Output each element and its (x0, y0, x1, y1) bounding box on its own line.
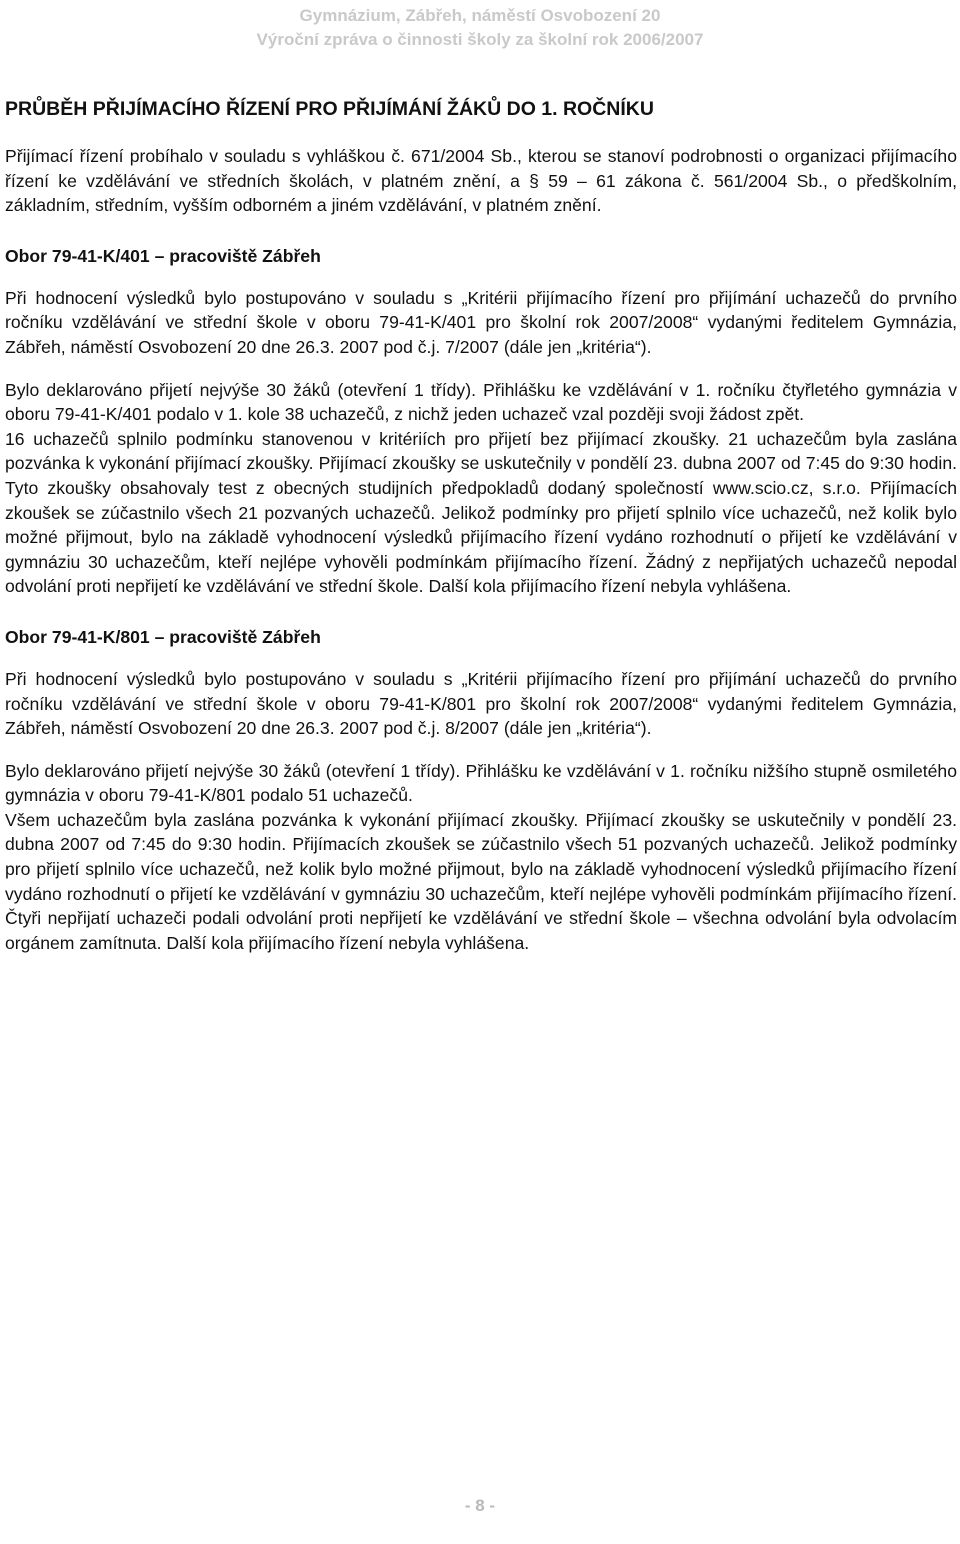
section-paragraph: Při hodnocení výsledků bylo postupováno v souladu s „Kritérii přijímacího řízení pro přijímání uchazečů do prvního ročníku vzdělávání ve střední škole v oboru 79-41-K/401 pro školní rok 2007/2008“ vydanými ředitelem Gymnázia, Zábřeh, náměstí Osvobození 20 dne 26.3. 2007 pod č.j. 7/2007 (dále jen „kritéria“). (5, 287, 957, 357)
section-paragraph: Všem uchazečům byla zaslána pozvánka k vykonání přijímací zkoušky. Přijímací zkoušky se uskutečnily v pondělí 23. dubna 2007 od 7:45 do 9:30 hodin. Přijímacích zkoušek se zúčastnilo všech 51 pozvaných uchazečů. Jelikož podmínky pro přijetí splnilo více uchazečů, než kolik bylo možné přijmout, bylo na základě vyhodnocení výsledků přijímacího řízení vydáno rozhodnutí o přijetí ke vzdělávání v gymnáziu 30 uchazečům, kteří nejlépe vyhověli podmínkám přijímacího řízení. Čtyři nepřijatí uchazeči podali odvolání proti nepřijetí ke vzdělávání ve střední škole – všechna odvolání byla odvolacím orgánem zamítnuta. Další kola přijímacího řízení nebyla vyhlášena. (5, 809, 957, 953)
page-header (0, 4, 960, 52)
section-paragraph: Bylo deklarováno přijetí nejvýše 30 žáků (otevření 1 třídy). Přihlášku ke vzdělávání v 1. ročníku čtyřletého gymnázia v oboru 79-41-K/401 podalo v 1. kole 38 uchazečů, z nichž jeden uchazeč vzal později svoji žádost zpět. (5, 379, 957, 425)
intro-paragraph: Přijímací řízení probíhalo v souladu s vyhláškou č. 671/2004 Sb., kterou se stanoví podrobnosti o organizaci přijímacího řízení ke vzdělávání ve středních školách, v platném znění, a § 59 – 61 zákona č. 561/2004 Sb., o předškolním, základním, středním, vyšším odborném a jiném vzdělávání, v platném znění. (5, 146, 957, 216)
section-paragraph: Bylo deklarováno přijetí nejvýše 30 žáků (otevření 1 třídy). Přihlášku ke vzdělávání v 1. ročníku nižšího stupně osmiletého gymnázia v oboru 79-41-K/801 podalo 51 uchazečů. (5, 760, 957, 806)
document-body (5, 96, 957, 955)
section-heading: Obor 79-41-K/401 – pracoviště Zábřeh (5, 245, 321, 266)
header-school-name: Gymnázium, Zábřeh, náměstí Osvobození 20 (299, 6, 661, 25)
section-heading: Obor 79-41-K/801 – pracoviště Zábřeh (5, 626, 321, 647)
section-paragraph: 16 uchazečů splnilo podmínku stanovenou v kritériích pro přijetí bez přijímací zkoušky. 21 uchazečům byla zaslána pozvánka k vykonání přijímací zkoušky. Přijímací zkoušky se uskutečnily v pondělí 23. dubna 2007 od 7:45 do 9:30 hodin. Tyto zkoušky obsahovaly test z obecných studijních předpokladů dodaný společností www.scio.cz, s.r.o. Přijímacích zkoušek se zúčastnilo všech 21 pozvaných uchazečů. Jelikož podmínky pro přijetí splnilo více uchazečů, než kolik bylo možné přijmout, bylo na základě vyhodnocení výsledků přijímacího řízení vydáno rozhodnutí o přijetí ke vzdělávání v gymnáziu 30 uchazečům, kteří nejlépe vyhověli podmínkám přijímacího řízení. Žádný z nepřijatých uchazečů nepodal odvolání proti nepřijetí ke vzdělávání ve střední škole. Další kola přijímacího řízení nebyla vyhlášena. (5, 428, 957, 597)
page-number: - 8 - (464, 1496, 496, 1515)
page-title: PRŮBĚH PŘIJÍMACÍHO ŘÍZENÍ PRO PŘIJÍMÁNÍ ŽÁKŮ DO 1. ROČNÍKU (5, 98, 654, 120)
header-report-title: Výroční zpráva o činnosti školy za školní rok 2006/2007 (256, 30, 704, 49)
section-801 (5, 625, 957, 956)
section-401 (5, 244, 957, 599)
section-paragraph: Při hodnocení výsledků bylo postupováno v souladu s „Kritérii přijímacího řízení pro přijímání uchazečů do prvního ročníku vzdělávání ve střední škole v oboru 79-41-K/801 pro školní rok 2007/2008“ vydanými ředitelem Gymnázia, Zábřeh, náměstí Osvobození 20 dne 26.3. 2007 pod č.j. 8/2007 (dále jen „kritéria“). (5, 668, 957, 739)
